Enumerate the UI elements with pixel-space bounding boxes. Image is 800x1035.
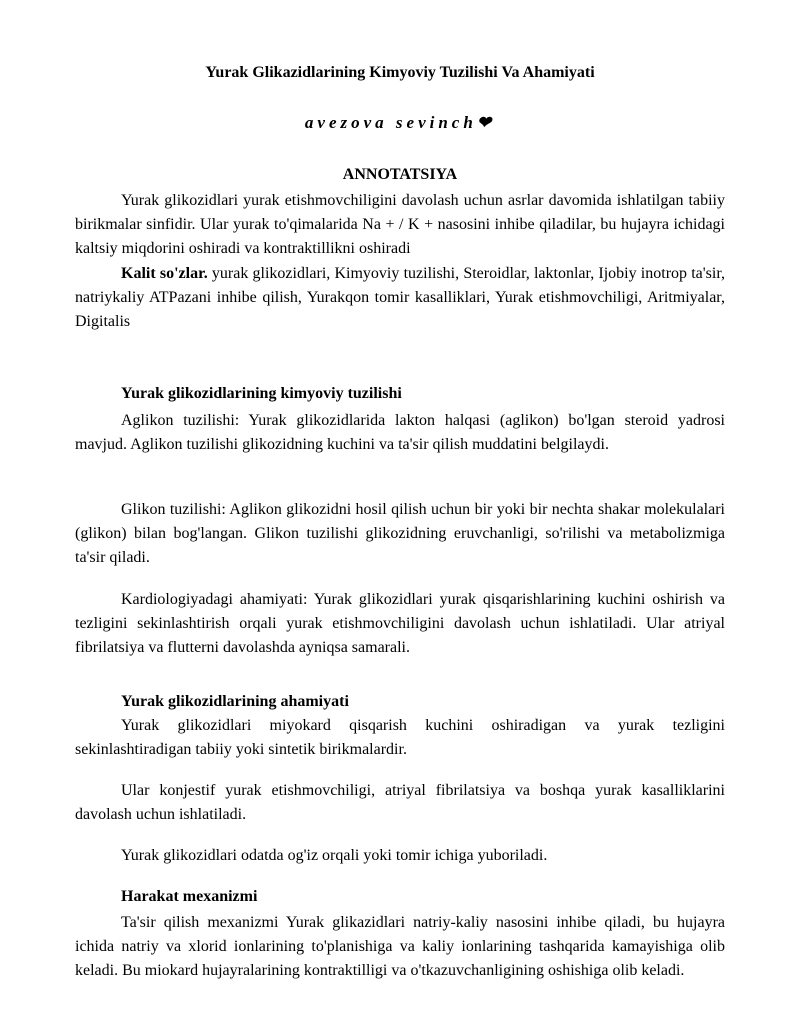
paragraph-significance-3: Yurak glikozidlari odatda og'iz orqali yoki tomir ichiga yuboriladi. xyxy=(121,847,548,864)
paragraph-significance-1: Yurak glikozidlari miyokard qisqarish kuchini oshiradigan va yurak tezligini sekinlashtiradigan tabiiy yoki sintetik birikmalardir. xyxy=(75,717,725,758)
paragraph-cardiology: Kardiologiyadagi ahamiyati: Yurak glikozidlari yurak qisqarishlarining kuchini oshirish va tezligini sekinlashtirish orqali yurak etishmovchiligini davolash uchun ishlatiladi. Ular atriyal fibrilatsiya va flutterni davolashda ayniqsa samarali. xyxy=(75,591,725,656)
section-heading-significance: Yurak glikozidlarining ahamiyati xyxy=(121,693,349,710)
document-title: Yurak Glikazidlarining Kimyoviy Tuzilishi Va Ahamiyati xyxy=(205,64,595,81)
keywords-label: Kalit so'zlar. xyxy=(121,265,208,282)
section-heading-structure: Yurak glikozidlarining kimyoviy tuzilishi xyxy=(121,385,402,402)
keywords-paragraph xyxy=(75,262,725,334)
annotation-heading: ANNOTATSIYA xyxy=(342,166,458,183)
paragraph-mechanism: Ta'sir qilish mexanizmi Yurak glikazidlari natriy-kaliy nasosini inhibe qiladi, bu hujayra ichida natriy va xlorid ionlarining to'planishiga va kaliy ionlarining tashqarida kamayishiga olib keladi. Bu miokard hujayralarining kontraktilligi va o'tkazuvchanligining oshishiga olib keladi. xyxy=(75,914,725,979)
paragraph-significance-2: Ular konjestif yurak etishmovchiligi, atriyal fibrilatsiya va boshqa yurak kasalliklarini davolash uchun ishlatiladi. xyxy=(75,782,725,823)
section-heading-mechanism: Harakat mexanizmi xyxy=(121,888,258,905)
keywords-text: yurak glikozidlari, Kimyoviy tuzilishi, Steroidlar, laktonlar, Ijobiy inotrop ta'sir, natriykaliy ATPazani inhibe qilish, Yurakqon tomir kasalliklari, Yurak etishmovchiligi, Aritmiyalar, Digitalis xyxy=(75,265,726,330)
paragraph-aglikon: Aglikon tuzilishi: Yurak glikozidlarida lakton halqasi (aglikon) bo'lgan steroid yadrosi mavjud. Aglikon tuzilishi glikozidning kuchini va ta'sir qilish muddatini belgilaydi. xyxy=(75,412,725,453)
annotation-paragraph: Yurak glikozidlari yurak etishmovchiligini davolash uchun asrlar davomida ishlatilgan tabiiy birikmalar sinfidir. Ular yurak to'qimalarida Na + / K + nasosini inhibe qiladilar, bu hujayra ichidagi kaltsiy miqdorini oshiradi va kontraktillikni oshiradi xyxy=(75,192,725,257)
paragraph-glikon: Glikon tuzilishi: Aglikon glikozidni hosil qilish uchun bir yoki bir nechta shakar molekulalari (glikon) bilan bog'langan. Glikon tuzilishi glikozidning eruvchanligi, so'rilishi va metabolizmiga ta'sir qiladi. xyxy=(75,501,725,566)
author-name: avezova sevinch❤ xyxy=(304,113,496,132)
